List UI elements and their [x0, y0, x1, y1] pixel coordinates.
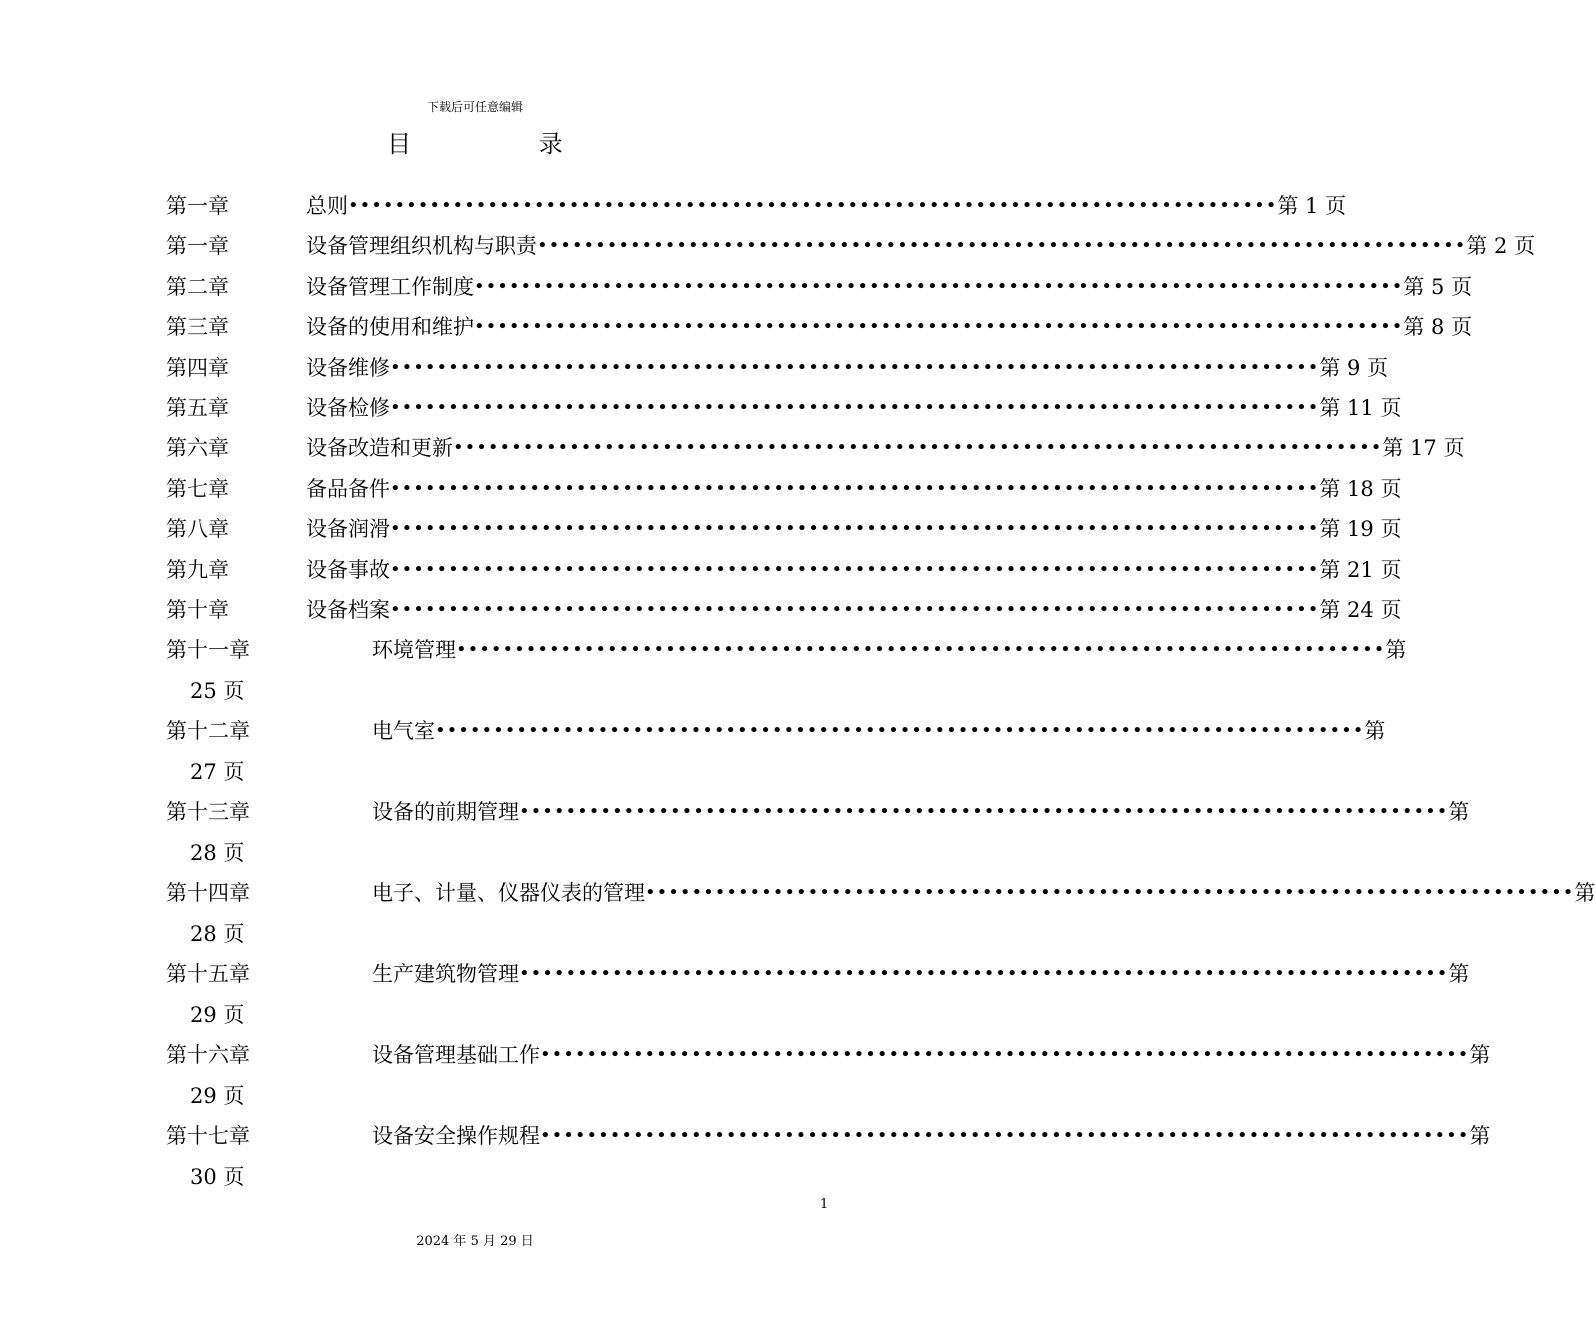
entry-page-prefix: 第 [1448, 800, 1470, 825]
page-number: 1 [820, 1197, 829, 1212]
entry-line [372, 1116, 1491, 1156]
entry-page: 第 18 页 [1319, 476, 1402, 501]
leader-dots: •••••••••••••••••••••••••••••••••••••••••••••••••••••••••••••••••••••••••••••••• [456, 639, 1386, 661]
toc-entry[interactable] [166, 550, 1402, 590]
entry-line [306, 267, 1473, 307]
toc-entry[interactable] [166, 873, 1595, 913]
toc-entry[interactable] [166, 267, 1473, 307]
entry-title: 设备管理工作制度 [306, 274, 474, 299]
chapter-label: 第九章 [166, 557, 229, 582]
entry-line [306, 550, 1402, 590]
chapter-label: 第一章 [166, 234, 229, 259]
entry-title: 设备检修 [306, 395, 390, 420]
entry-page: 第 11 页 [1319, 395, 1402, 420]
table-of-contents [166, 186, 1595, 1197]
entry-page-prefix: 第 [1364, 719, 1386, 744]
toc-entry[interactable] [166, 226, 1536, 266]
entry-page-prefix: 第 [1574, 881, 1595, 906]
entry-title: 设备事故 [306, 557, 390, 582]
chapter-label: 第三章 [166, 315, 229, 340]
entry-title: 环境管理 [372, 638, 456, 663]
toc-title: 目 录 [387, 130, 623, 158]
chapter-label: 第十五章 [166, 962, 250, 987]
footer-date: 2024 年 5 月 29 日 [416, 1234, 534, 1249]
entry-line [372, 630, 1407, 670]
entry-title: 电气室 [372, 719, 435, 744]
chapter-label: 第十四章 [166, 881, 250, 906]
entry-page: 第 2 页 [1466, 234, 1536, 259]
entry-title: 总则 [306, 194, 348, 218]
chapter-label: 第十一章 [166, 638, 250, 663]
entry-title: 电子、计量、仪器仪表的管理 [372, 881, 645, 906]
leader-dots: •••••••••••••••••••••••••••••••••••••••••••••••••••••••••••••••••••••••••••••••• [435, 720, 1365, 742]
entry-line [372, 873, 1595, 913]
entry-page-continued: 25 页 [190, 678, 245, 703]
entry-title: 设备维修 [306, 355, 390, 380]
leader-dots: •••••••••••••••••••••••••••••••••••••••••••••••••••••••••••••••••••••••••••••••• [453, 437, 1383, 459]
entry-line [306, 186, 1347, 226]
toc-entry[interactable] [166, 469, 1402, 509]
toc-entry[interactable] [166, 428, 1465, 468]
chapter-label: 第十七章 [166, 1124, 250, 1149]
leader-dots: •••••••••••••••••••••••••••••••••••••••••••••••••••••••••••••••••••••••••••••••• [390, 558, 1320, 580]
entry-page: 第 24 页 [1319, 597, 1402, 622]
chapter-label: 第十章 [166, 597, 229, 622]
leader-dots: •••••••••••••••••••••••••••••••••••••••••••••••••••••••••••••••••••••••••••••••• [540, 1125, 1470, 1147]
toc-entry[interactable] [166, 509, 1402, 549]
entry-page-prefix: 第 [1469, 1043, 1491, 1068]
toc-entry[interactable] [166, 954, 1470, 994]
toc-entry[interactable] [166, 1035, 1491, 1075]
entry-page-prefix: 第 [1469, 1124, 1491, 1149]
entry-line [306, 590, 1402, 630]
entry-page-prefix: 第 [1385, 638, 1407, 663]
entry-title: 设备管理组织机构与职责 [306, 234, 537, 259]
entry-page-continued: 28 页 [190, 921, 245, 946]
leader-dots: •••••••••••••••••••••••••••••••••••••••••••••••••••••••••••••••••••••••••••••••• [390, 356, 1320, 378]
entry-line [306, 469, 1402, 509]
entry-page-prefix: 第 [1448, 962, 1470, 987]
toc-entry[interactable] [166, 1116, 1491, 1156]
leader-dots: •••••••••••••••••••••••••••••••••••••••••••••••••••••••••••••••••••••••••••••••• [519, 801, 1449, 823]
leader-dots: •••••••••••••••••••••••••••••••••••••••••••••••••••••••••••••••••••••••••••••••• [390, 396, 1320, 418]
chapter-label: 第十三章 [166, 800, 250, 825]
leader-dots: •••••••••••••••••••••••••••••••••••••••••••••••••••••••••••••••••••••••••••••••• [519, 963, 1449, 985]
toc-entry[interactable] [166, 792, 1470, 832]
entry-line [306, 307, 1473, 347]
leader-dots: •••••••••••••••••••••••••••••••••••••••••••••••••••••••••••••••••••••••••••••••• [348, 195, 1278, 216]
entry-page: 第 19 页 [1319, 517, 1402, 542]
leader-dots: •••••••••••••••••••••••••••••••••••••••••••••••••••••••••••••••••••••••••••••••• [474, 275, 1404, 297]
leader-dots: •••••••••••••••••••••••••••••••••••••••••••••••••••••••••••••••••••••••••••••••• [390, 598, 1320, 620]
leader-dots: •••••••••••••••••••••••••••••••••••••••••••••••••••••••••••••••••••••••••••••••• [645, 882, 1575, 904]
leader-dots: •••••••••••••••••••••••••••••••••••••••••••••••••••••••••••••••••••••••••••••••• [537, 235, 1467, 257]
entry-title: 设备改造和更新 [306, 436, 453, 461]
toc-entry[interactable] [166, 388, 1402, 428]
chapter-label: 第六章 [166, 436, 229, 461]
entry-title: 设备档案 [306, 597, 390, 622]
entry-page-continued: 29 页 [190, 1002, 245, 1027]
chapter-label: 第七章 [166, 476, 229, 501]
toc-entry[interactable] [166, 630, 1407, 670]
chapter-label: 第一章 [166, 194, 229, 218]
leader-dots: •••••••••••••••••••••••••••••••••••••••••••••••••••••••••••••••••••••••••••••••• [540, 1044, 1470, 1066]
entry-page: 第 21 页 [1319, 557, 1402, 582]
chapter-label: 第十六章 [166, 1043, 250, 1068]
entry-title: 备品备件 [306, 476, 390, 501]
entry-title: 设备润滑 [306, 517, 390, 542]
entry-line [306, 348, 1389, 388]
toc-entry[interactable] [166, 590, 1402, 630]
entry-title: 设备管理基础工作 [372, 1043, 540, 1068]
entry-line [306, 388, 1402, 428]
entry-line [306, 226, 1536, 266]
entry-line [372, 1035, 1491, 1075]
entry-page: 第 8 页 [1403, 315, 1473, 340]
entry-line [306, 509, 1402, 549]
chapter-label: 第四章 [166, 355, 229, 380]
entry-title: 设备的使用和维护 [306, 315, 474, 340]
chapter-label: 第五章 [166, 395, 229, 420]
entry-line [372, 954, 1470, 994]
chapter-label: 第十二章 [166, 719, 250, 744]
entry-title: 设备的前期管理 [372, 800, 519, 825]
toc-entry[interactable] [166, 711, 1386, 751]
toc-entry[interactable] [166, 307, 1473, 347]
toc-entry[interactable] [166, 186, 1347, 226]
entry-line [372, 792, 1470, 832]
entry-page-continued: 29 页 [190, 1083, 245, 1108]
header-note: 下载后可任意编辑 [426, 100, 523, 114]
entry-page-continued: 30 页 [190, 1164, 245, 1189]
entry-page-continued: 28 页 [190, 840, 245, 865]
leader-dots: •••••••••••••••••••••••••••••••••••••••••••••••••••••••••••••••••••••••••••••••• [390, 518, 1320, 540]
chapter-label: 第八章 [166, 517, 229, 542]
entry-page: 第 9 页 [1319, 355, 1389, 380]
leader-dots: •••••••••••••••••••••••••••••••••••••••••••••••••••••••••••••••••••••••••••••••• [390, 477, 1320, 499]
toc-entry[interactable] [166, 348, 1389, 388]
entry-page: 第 5 页 [1403, 274, 1473, 299]
chapter-label: 第二章 [166, 274, 229, 299]
leader-dots: •••••••••••••••••••••••••••••••••••••••••••••••••••••••••••••••••••••••••••••••• [474, 316, 1404, 338]
entry-line [372, 711, 1386, 751]
entry-page: 第 1 页 [1277, 194, 1347, 218]
entry-title: 设备安全操作规程 [372, 1124, 540, 1149]
entry-title: 生产建筑物管理 [372, 962, 519, 987]
entry-page: 第 17 页 [1382, 436, 1465, 461]
entry-page-continued: 27 页 [190, 759, 245, 784]
entry-line [306, 428, 1465, 468]
